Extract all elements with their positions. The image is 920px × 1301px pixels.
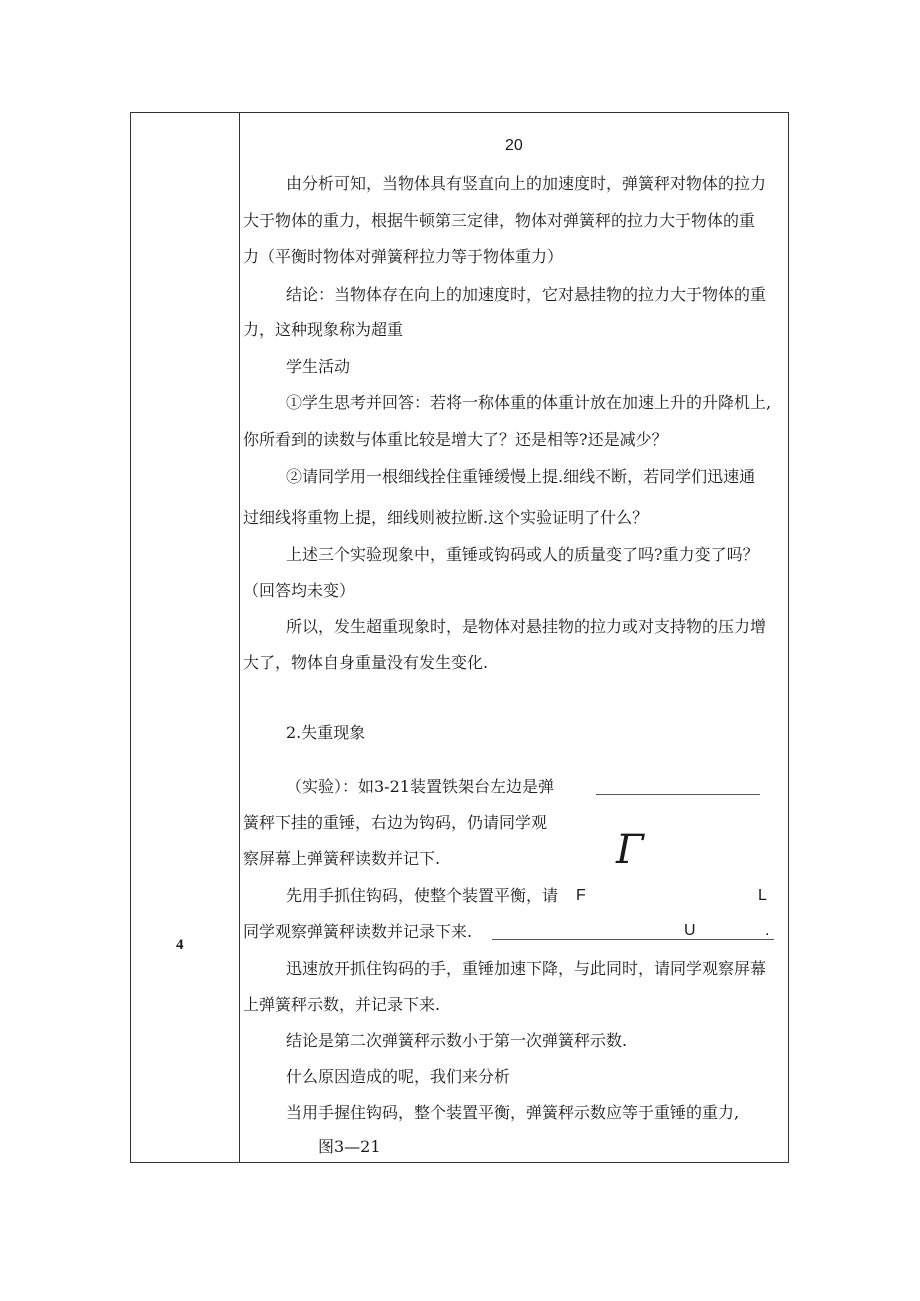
- section-heading: 2.失重现象: [286, 723, 366, 742]
- paragraph-line: 力，这种现象称为超重: [243, 320, 404, 339]
- paragraph-line: 学生活动: [286, 357, 351, 376]
- paragraph-line: 什么原因造成的呢，我们来分析: [286, 1067, 511, 1086]
- figure-label-f: F: [576, 887, 586, 904]
- paragraph-line: 大于物体的重力，根据牛顿第三定律，物体对弹簧秤的拉力大于物体的重: [243, 211, 756, 230]
- paragraph-line: 所以，发生超重现象时，是物体对悬挂物的拉力或对支持物的压力增: [286, 617, 767, 636]
- paragraph-line: 结论是第二次弹簧秤示数小于第一次弹簧秤示数.: [286, 1031, 628, 1050]
- paragraph-line: 你所看到的读数与体重比较是增大了？还是相等?还是减少？: [243, 430, 668, 449]
- paragraph-line: （实验）：如3-21装置铁架台左边是弹: [286, 777, 554, 796]
- row-number: 4: [176, 937, 184, 953]
- paragraph-line: 同学观察弹簧秤读数并记录下来.: [243, 922, 473, 941]
- paragraph-line: 由分析可知，当物体具有竖直向上的加速度时，弹簧秤对物体的拉力: [286, 174, 767, 193]
- figure-dot: .: [765, 922, 770, 939]
- paragraph-line: 迅速放开抓住钩码的手，重锤加速下降，与此同时，请同学观察屏幕: [286, 959, 767, 978]
- column-divider: [239, 112, 240, 1163]
- paragraph-line: 结论：当物体存在向上的加速度时，它对悬挂物的拉力大于物体的重: [286, 285, 767, 304]
- page-number: 20: [505, 137, 523, 154]
- paragraph-line: 上述三个实验现象中，重锤或钩码或人的质量变了吗?重力变了吗？: [286, 545, 759, 564]
- figure-caption: 图3—21: [318, 1137, 381, 1156]
- paragraph-line: 簧秤下挂的重锤，右边为钩码，仍请同学观: [243, 813, 548, 832]
- figure-label-u: U: [684, 922, 696, 939]
- table-frame: [130, 112, 789, 1163]
- paragraph-line: 大了，物体自身重量没有发生变化.: [243, 653, 489, 672]
- figure-gamma-glyph: Γ: [616, 827, 644, 873]
- paragraph-line: 上弹簧秤示数，并记录下来.: [243, 995, 441, 1014]
- paragraph-line: 过细线将重物上提，细线则被拉断.这个实验证明了什么？: [243, 508, 649, 527]
- paragraph-line: 察屏幕上弹簧秤读数并记下.: [243, 849, 441, 868]
- figure-line: [596, 794, 760, 795]
- figure-line: [492, 939, 774, 940]
- paragraph-line: （回答均未变）: [243, 581, 356, 600]
- figure-label-l: L: [758, 887, 767, 904]
- paragraph-line: 力（平衡时物体对弹簧秤拉力等于物体重力）: [243, 247, 564, 266]
- paragraph-line: ②请同学用一根细线拴住重锤缓慢上提.细线不断，若同学们迅速通: [286, 467, 756, 486]
- paragraph-line: ①学生思考并回答：若将一称体重的体重计放在加速上升的升降机上,: [286, 393, 772, 412]
- paragraph-line: 先用手抓住钩码，使整个装置平衡，请: [286, 886, 559, 905]
- paragraph-line: 当用手握住钩码，整个装置平衡，弹簧秤示数应等于重锤的重力,: [286, 1103, 740, 1122]
